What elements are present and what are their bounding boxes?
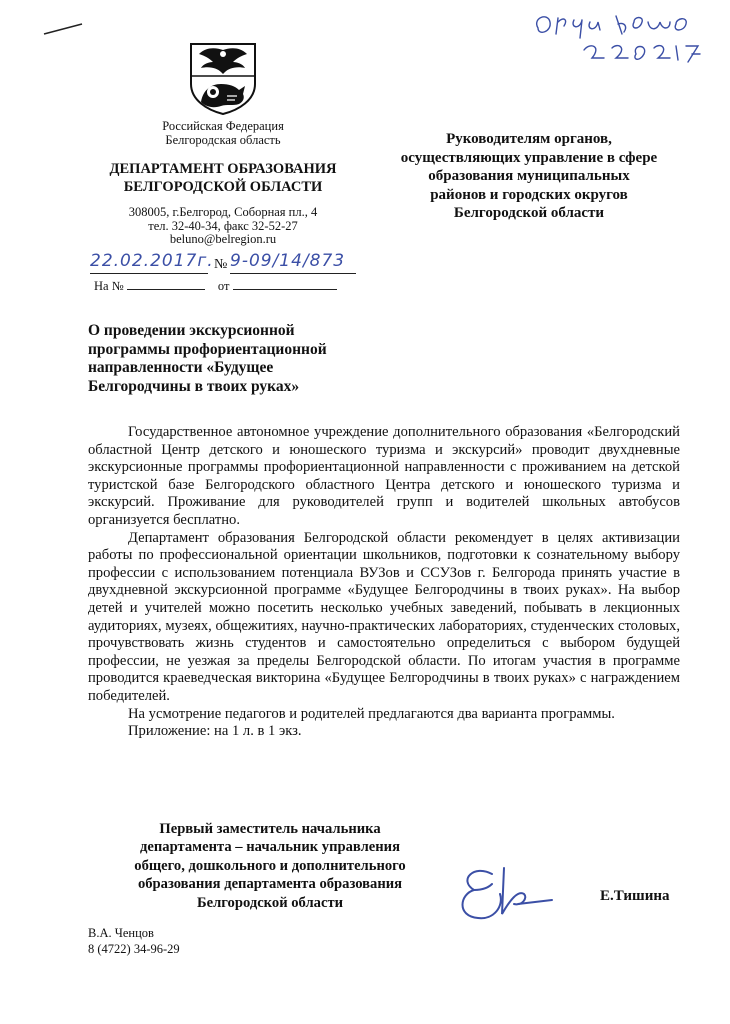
registration-number: 9-09/14/873 [230, 251, 346, 271]
signer-title [95, 820, 445, 912]
signer-title-line: Белгородской области [196, 894, 344, 911]
coat-of-arms-emblem [187, 40, 259, 116]
body-paragraph-1: Государственное автономное учреждение дополнительного образования «Белгородский областной Центр детского и юношеского туризма и экскурсий» проводит двухдневные экскурсионные программы профориентационной направленности с проживанием на детской туристской базе Белгородского областного Центра детского и юношеского туризма и экскурсий. Проживание для руководителей групп и водителей школьных автобусов организуется бесплатно. [88, 424, 680, 528]
signer-title-line: общего, дошкольного и дополнительного [134, 857, 406, 874]
letter-body [88, 424, 680, 741]
reference-from-label: от [217, 279, 230, 293]
sender-region: Белгородская область [165, 133, 281, 147]
sender-country: Российская Федерация [162, 119, 284, 133]
registration-date: 22.02.2017г. [90, 251, 214, 271]
executor-name: В.А. Ченцов [88, 926, 154, 940]
body-paragraph-3: На усмотрение педагогов и родителей предлагаются два варианта программы. [128, 705, 615, 722]
subject-line: направленности «Будущее [88, 359, 274, 376]
reference-number-blank [127, 277, 205, 290]
registration-row [90, 251, 360, 275]
signer-title-line: образования департамента образования [137, 876, 403, 893]
addressee-line: районов и городских округов [430, 186, 628, 203]
department-name [95, 160, 351, 196]
sender-contacts [110, 206, 336, 247]
registration-number-label: № [214, 257, 228, 272]
sender-phone-fax: тел. 32-40-34, факс 32-52-27 [148, 218, 298, 233]
addressee-block [384, 130, 674, 223]
body-paragraph-4: Приложение: на 1 л. в 1 экз. [128, 723, 302, 740]
subject-line: программы профориентационной [88, 340, 327, 358]
incoming-handwritten-note [520, 8, 720, 68]
executor-phone: 8 (4722) 34-96-29 [88, 941, 180, 956]
signer-name: Е.Тишина [600, 888, 670, 904]
reference-number-label: На № [94, 279, 124, 293]
corner-mark [42, 22, 84, 36]
signer-title-line: департамента – начальник управления [140, 839, 400, 856]
addressee-line: Руководителям органов, [446, 131, 612, 147]
addressee-line: образования муниципальных [428, 168, 630, 185]
subject-line: Белгородчины в твоих руках» [88, 377, 300, 395]
registration-number-underline [230, 273, 356, 274]
registration-underline [90, 273, 208, 274]
reference-row [94, 277, 354, 294]
addressee-line: осуществляющих управление в сфере [400, 149, 658, 166]
sender-email: beluno@belregion.ru [169, 232, 277, 246]
sender-address: 308005, г.Белгород, Соборная пл., 4 [128, 205, 318, 219]
subject-block [88, 322, 368, 396]
subject-line: О проведении экскурсионной [88, 322, 295, 339]
handwritten-signature [452, 860, 557, 928]
addressee-line: Белгородской области [453, 205, 605, 222]
department-name-line1: ДЕПАРТАМЕНТ ОБРАЗОВАНИЯ [109, 161, 337, 177]
reference-date-blank [233, 277, 337, 290]
signer-title-line: Первый заместитель начальника [159, 821, 381, 837]
body-paragraph-2: Департамент образования Белгородской области рекомендует в целях активизации работы по профессиональной ориентации школьников, подготовки к сознательному выбору профессии с использованием потенциала ВУЗов и ССУЗов г. Белгорода принять участие в двухдневной экскурсионной программе «Будущее Белгородчины в твоих руках». На выбор детей и учителей можно посетить несколько учебных заведений, побывать в лекционных аудиториях, музеях, общежитиях, научно-практических лабораториях, студенческих столовых, прочувствовать жизнь студентов и самостоятельно определиться с выбором будущей профессии, не уезжая за пределы Белгородской области. По итогам участия в программе проводится краеведческая викторина «Будущее Белгородчины в твоих руках» с награждением победителей. [88, 529, 680, 704]
executor-info [88, 926, 180, 957]
department-name-line2: БЕЛГОРОДСКОЙ ОБЛАСТИ [123, 179, 323, 195]
